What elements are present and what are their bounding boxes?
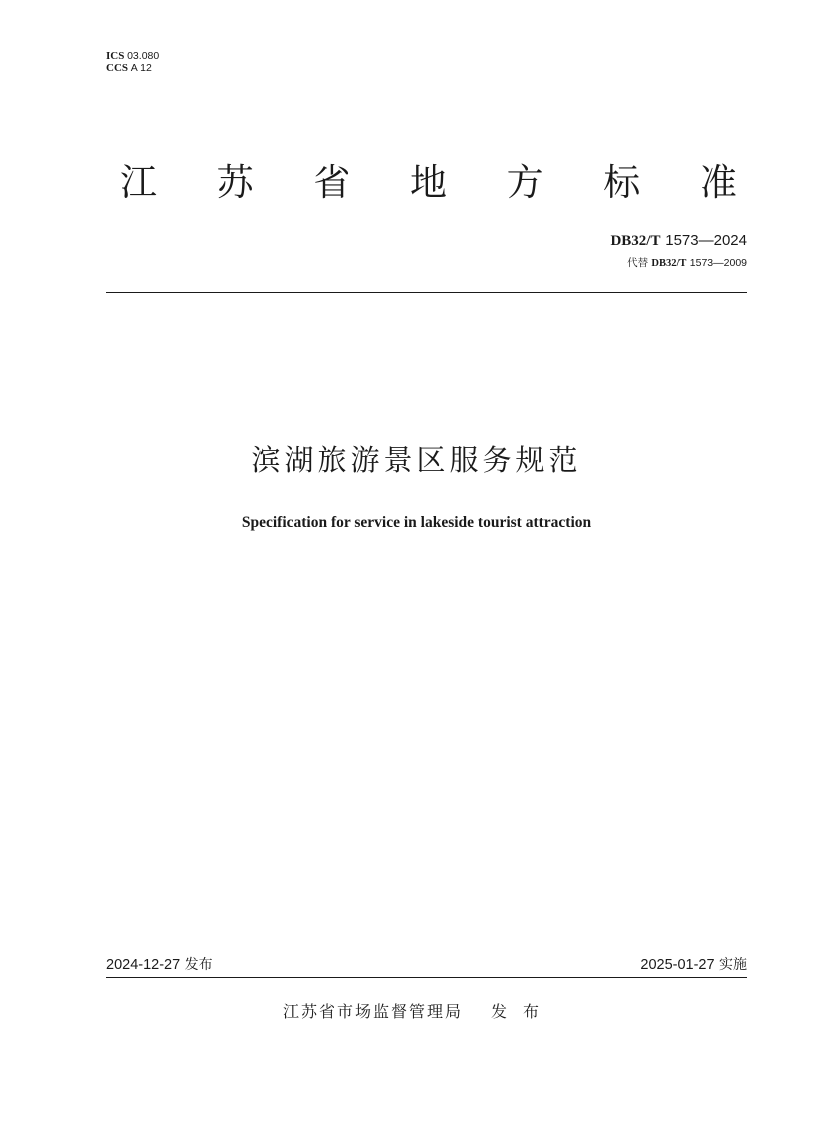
replaces-number: 1573—2009 [689, 257, 747, 269]
standard-number-value: 1573—2024 [665, 232, 747, 249]
standard-type-char: 地 [409, 161, 447, 204]
issue-date-value: 2024-12-27 [106, 957, 181, 973]
ics-label: ICS [106, 50, 125, 62]
standard-type-char: 省 [313, 161, 351, 204]
publisher-name: 江苏省市场监督管理局 [283, 1002, 464, 1021]
implementation-date-label: 实施 [719, 957, 747, 973]
replaces-standard [627, 256, 747, 271]
issue-date-label: 发布 [184, 957, 213, 973]
standard-type-char: 准 [699, 161, 737, 204]
footer-divider [106, 977, 747, 978]
implementation-date-value: 2025-01-27 [640, 957, 715, 973]
standard-type-char: 江 [120, 161, 157, 204]
ccs-value: A 12 [130, 62, 152, 74]
ics-value: 03.080 [127, 50, 160, 62]
standard-type-heading [106, 158, 747, 208]
ccs-label: CCS [106, 62, 129, 74]
document-title-english: Specification for service in lakeside tourist attraction [241, 514, 592, 531]
ics-code [106, 50, 159, 62]
standard-number-prefix: DB32/T [610, 233, 661, 249]
document-title-chinese: 滨湖旅游景区服务规范 [251, 443, 582, 477]
standard-number [610, 231, 747, 250]
implementation-date [640, 955, 747, 975]
replaces-label: 代替 [627, 257, 649, 269]
ccs-code [106, 62, 159, 74]
standard-type-char: 苏 [216, 161, 254, 204]
issue-date [106, 955, 213, 975]
publisher-line [283, 1001, 555, 1023]
header-divider [106, 292, 747, 293]
replaces-prefix: DB32/T [651, 258, 687, 269]
standard-type-char: 方 [506, 161, 544, 204]
publisher-action: 发布 [491, 1002, 556, 1021]
classification-codes [106, 50, 159, 74]
standard-type-char: 标 [603, 161, 641, 204]
